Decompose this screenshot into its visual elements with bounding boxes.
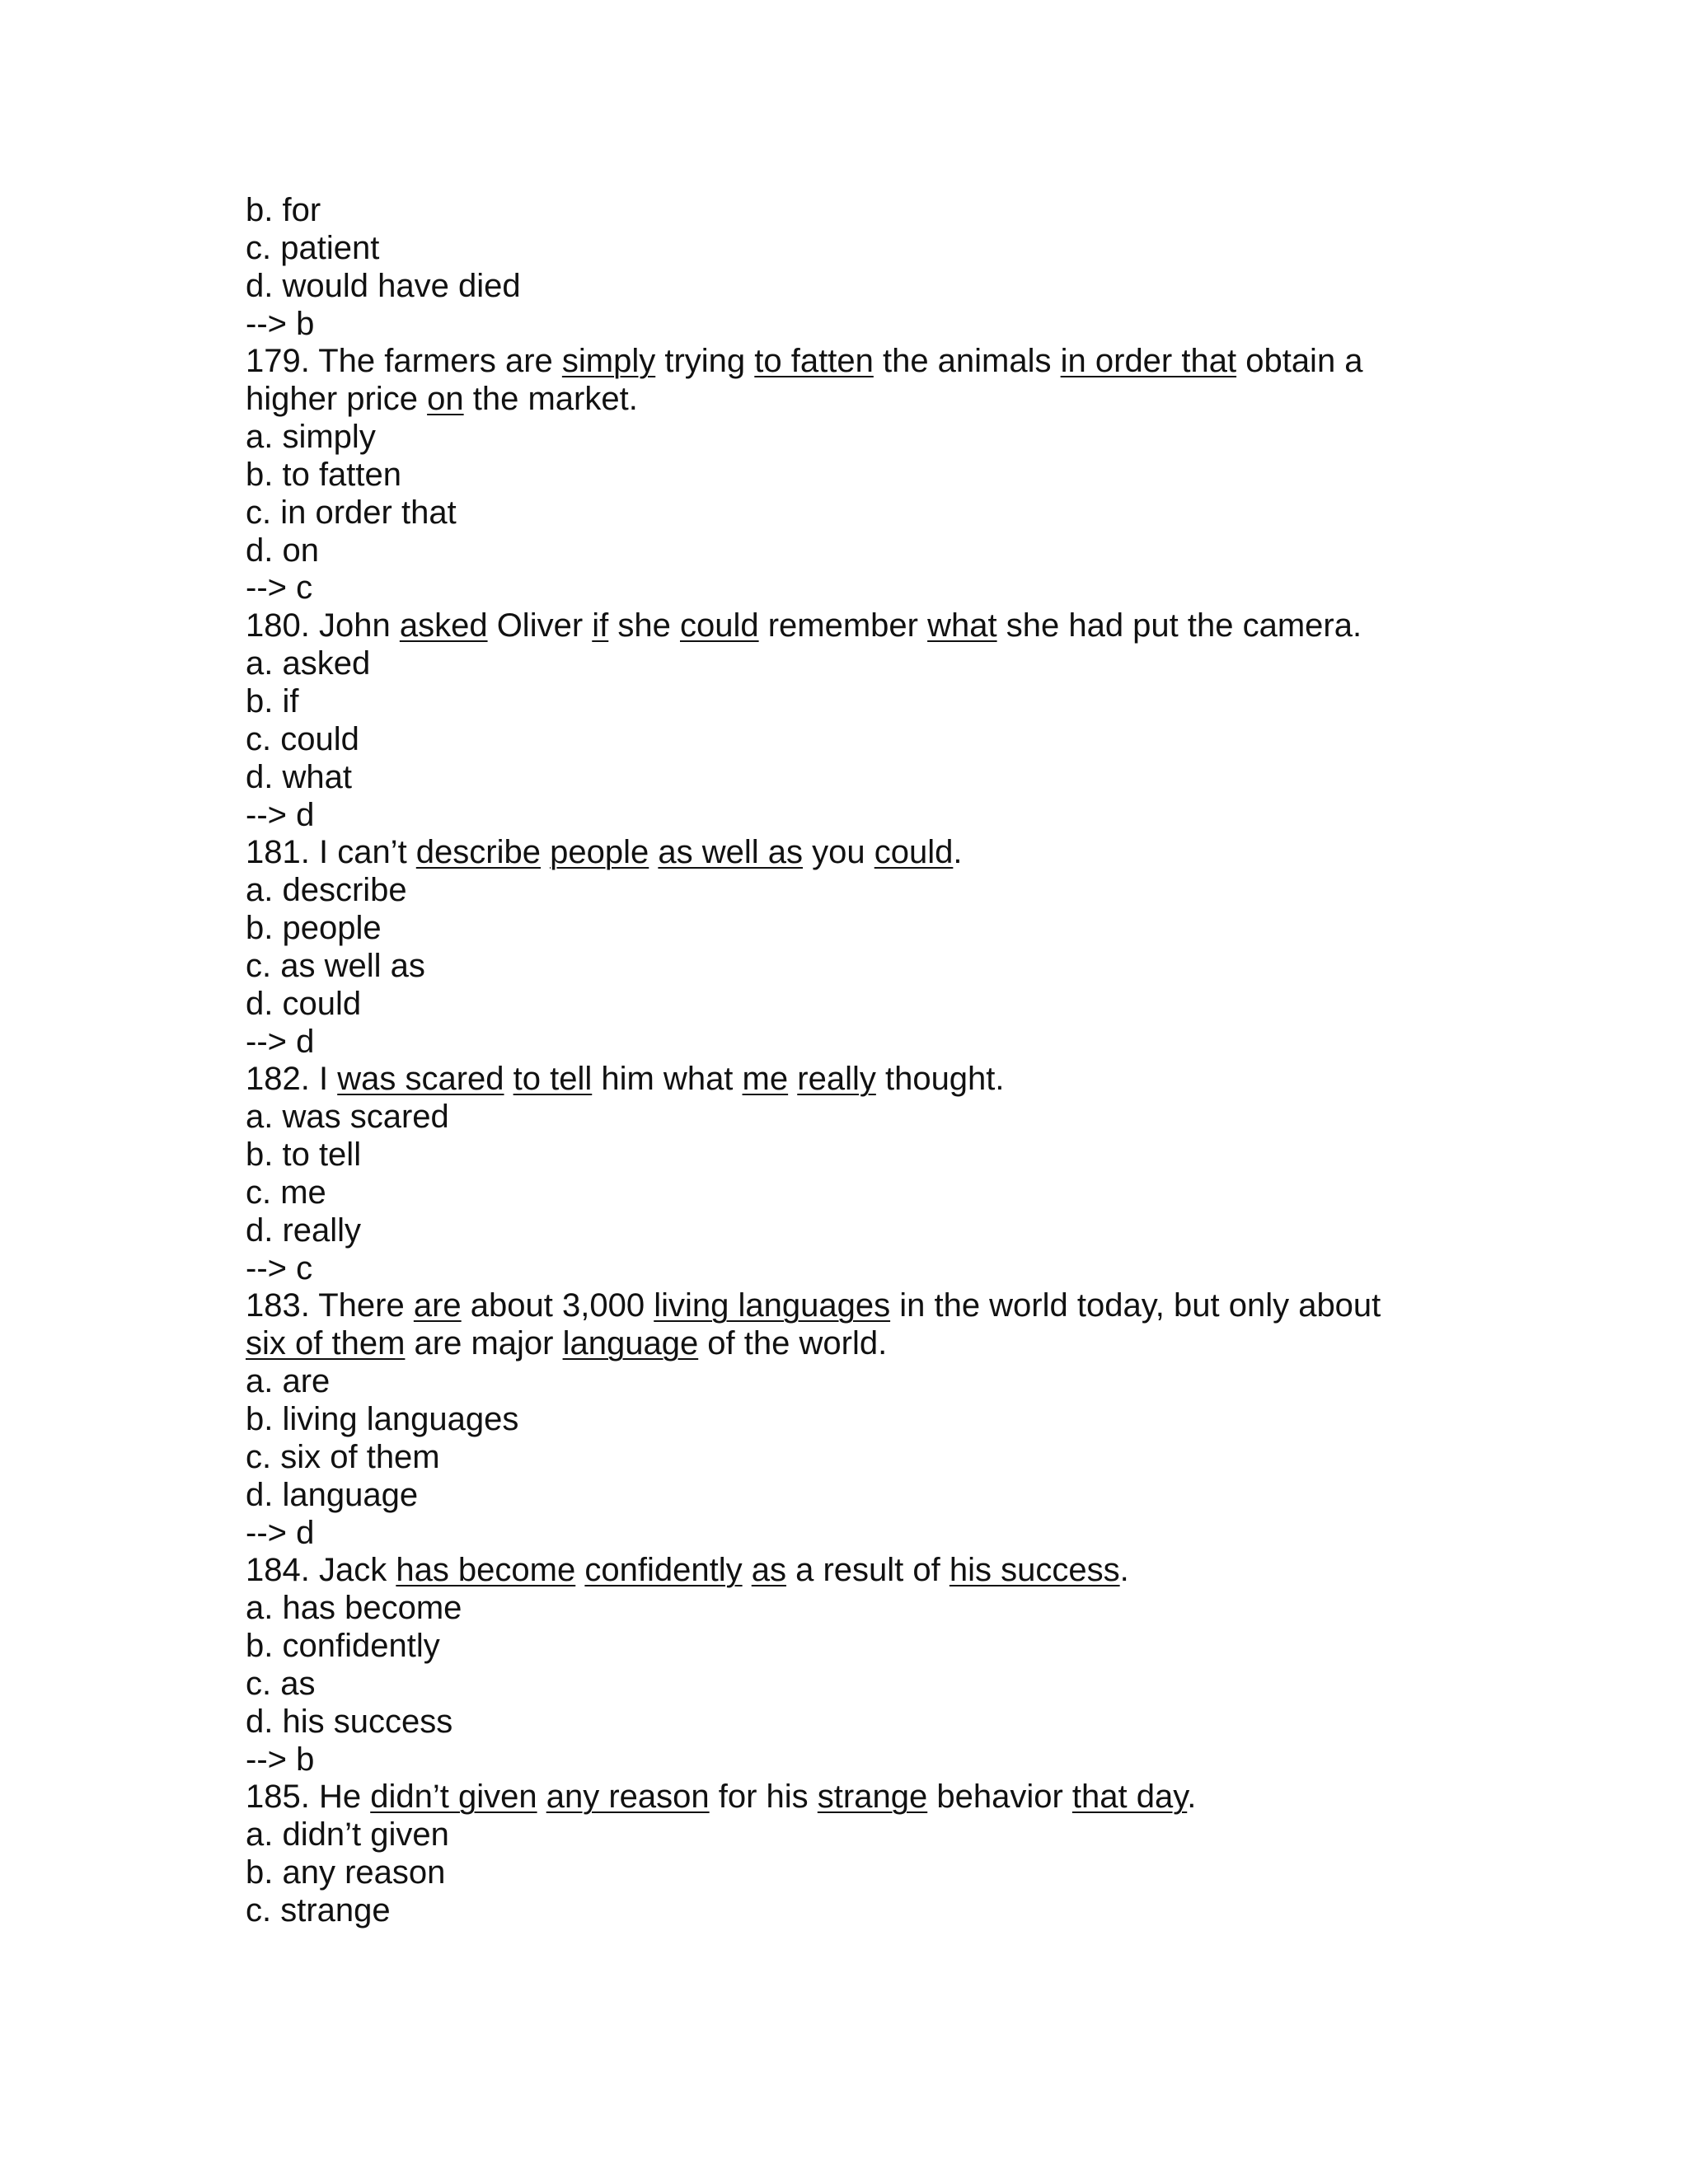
text-segment: d. what <box>246 758 352 795</box>
text-segment: the animals <box>873 343 1061 380</box>
underlined-segment: to fatten <box>754 343 874 380</box>
text-segment: remember <box>758 607 928 644</box>
underlined-segment: strange <box>817 1779 928 1816</box>
text-segment: --> b <box>246 1741 315 1778</box>
option-line <box>246 230 1441 268</box>
option-line <box>246 419 1441 457</box>
underlined-segment: what <box>927 607 997 644</box>
question-line <box>246 834 1441 872</box>
text-segment: 184. Jack <box>246 1552 396 1589</box>
option-line <box>246 1854 1441 1892</box>
text-segment: . <box>1119 1552 1129 1589</box>
option-line <box>246 1477 1441 1515</box>
underlined-segment: asked <box>399 607 488 644</box>
text-segment: you <box>803 834 874 871</box>
text-segment: c. could <box>246 720 359 757</box>
text-segment: a. didn’t given <box>246 1816 449 1854</box>
text-segment: b. people <box>246 910 382 947</box>
text-segment: --> d <box>246 796 315 833</box>
text-segment: the market. <box>463 381 638 418</box>
option-line <box>246 759 1441 797</box>
text-segment: c. patient <box>246 229 380 266</box>
underlined-segment: living languages <box>654 1287 891 1324</box>
text-segment: c. as well as <box>246 947 425 984</box>
text-segment: d. language <box>246 1476 419 1513</box>
text-segment: 179. The farmers are <box>246 343 562 380</box>
text-segment: b. if <box>246 682 299 719</box>
option-line <box>246 872 1441 910</box>
answer-line <box>246 797 1441 835</box>
option-line <box>246 457 1441 494</box>
text-segment: d. really <box>246 1212 362 1249</box>
text-segment: she had put the camera. <box>996 607 1362 644</box>
question-line <box>246 1552 1441 1590</box>
text-segment: c. strange <box>246 1891 391 1929</box>
question-line <box>246 1061 1441 1099</box>
text-segment: 185. He <box>246 1779 371 1816</box>
option-line <box>246 1892 1441 1930</box>
text-segment: b. to fatten <box>246 456 402 493</box>
text-segment: b. to tell <box>246 1137 362 1174</box>
option-line <box>246 268 1441 306</box>
text-segment: Oliver <box>487 607 593 644</box>
text-segment: c. in order that <box>246 494 457 531</box>
option-line <box>246 192 1441 230</box>
underlined-segment: confidently <box>584 1552 743 1589</box>
answer-line <box>246 1741 1441 1779</box>
text-segment <box>537 1779 546 1815</box>
text-segment: a. describe <box>246 872 407 909</box>
text-segment: c. me <box>246 1174 326 1211</box>
underlined-segment: on <box>427 381 464 418</box>
option-line <box>246 1704 1441 1741</box>
text-segment: b. for <box>246 192 321 228</box>
text-segment: d. would have died <box>246 267 521 304</box>
option-line <box>246 1137 1441 1174</box>
text-segment: in the world today, but only about <box>890 1287 1381 1324</box>
text-segment: higher price <box>246 381 428 418</box>
option-line <box>246 683 1441 721</box>
option-line <box>246 494 1441 532</box>
text-segment: of the world. <box>698 1325 888 1362</box>
text-segment: d. could <box>246 985 362 1022</box>
text-segment: a. simply <box>246 419 376 456</box>
text-segment: she <box>608 607 680 644</box>
option-line <box>246 948 1441 986</box>
underlined-segment: could <box>679 607 759 644</box>
underlined-segment: as <box>751 1552 786 1589</box>
option-line <box>246 1628 1441 1666</box>
underlined-segment: language <box>562 1325 699 1362</box>
text-segment: --> c <box>246 569 313 607</box>
text-segment: 181. I can’t <box>246 834 416 871</box>
text-segment: 180. John <box>246 607 400 644</box>
underlined-segment: as well as <box>658 834 803 871</box>
option-line <box>246 1363 1441 1401</box>
text-segment: behavior <box>927 1779 1072 1816</box>
text-segment: b. any reason <box>246 1854 446 1891</box>
text-segment: a. asked <box>246 645 371 682</box>
option-line <box>246 1099 1441 1137</box>
option-line <box>246 532 1441 570</box>
text-segment <box>788 1061 797 1097</box>
underlined-segment: me <box>742 1061 789 1098</box>
underlined-segment: that day <box>1071 1779 1188 1816</box>
option-line <box>246 1666 1441 1704</box>
text-segment: him what <box>592 1061 743 1098</box>
option-line <box>246 1401 1441 1439</box>
text-segment <box>743 1552 752 1588</box>
option-line <box>246 645 1441 683</box>
text-segment: . <box>1187 1779 1197 1816</box>
question-line <box>246 1287 1441 1325</box>
question-line <box>246 1325 1441 1363</box>
answer-line <box>246 1515 1441 1553</box>
question-line <box>246 381 1441 419</box>
underlined-segment: simply <box>561 343 656 380</box>
text-segment: --> d <box>246 1514 315 1551</box>
option-line <box>246 1590 1441 1628</box>
text-segment: c. as <box>246 1665 316 1702</box>
underlined-segment: was scared <box>337 1061 504 1098</box>
text-segment <box>541 834 550 870</box>
text-segment: b. confidently <box>246 1628 440 1665</box>
text-segment: d. on <box>246 532 319 569</box>
text-segment <box>575 1552 584 1588</box>
answer-line <box>246 1024 1441 1062</box>
underlined-segment: are <box>413 1287 462 1324</box>
text-segment: a. was scared <box>246 1099 449 1136</box>
underlined-segment: any reason <box>546 1779 710 1816</box>
text-segment: a result of <box>785 1552 950 1589</box>
text-segment: --> d <box>246 1023 315 1060</box>
answer-line <box>246 1250 1441 1288</box>
underlined-segment: describe <box>415 834 541 871</box>
answer-line <box>246 569 1441 607</box>
underlined-segment: in order that <box>1060 343 1237 380</box>
answer-line <box>246 306 1441 344</box>
text-segment: d. his success <box>246 1703 453 1740</box>
underlined-segment: if <box>592 607 609 644</box>
question-line <box>246 343 1441 381</box>
underlined-segment: six of them <box>246 1325 406 1362</box>
text-segment: . <box>953 834 963 871</box>
text-segment: obtain a <box>1236 343 1363 380</box>
underlined-segment: really <box>797 1061 876 1098</box>
option-line <box>246 1174 1441 1212</box>
underlined-segment: to tell <box>513 1061 593 1098</box>
text-segment: 182. I <box>246 1061 338 1098</box>
option-line <box>246 1439 1441 1477</box>
text-segment: trying <box>655 343 755 380</box>
option-line <box>246 1212 1441 1250</box>
question-line <box>246 1779 1441 1816</box>
underlined-segment: people <box>550 834 649 871</box>
text-segment: thought. <box>875 1061 1005 1098</box>
option-line <box>246 1816 1441 1854</box>
underlined-segment: his success <box>949 1552 1120 1589</box>
text-segment: are major <box>405 1325 563 1362</box>
option-line <box>246 910 1441 948</box>
question-line <box>246 607 1441 645</box>
text-segment: for his <box>709 1779 818 1816</box>
text-segment <box>504 1061 513 1097</box>
text-segment: a. are <box>246 1363 331 1400</box>
underlined-segment: could <box>874 834 954 871</box>
text-segment: --> c <box>246 1249 313 1286</box>
underlined-segment: has become <box>396 1552 576 1589</box>
text-segment: b. living languages <box>246 1401 519 1437</box>
text-segment: a. has become <box>246 1590 462 1627</box>
text-segment: --> b <box>246 305 315 342</box>
text-segment <box>649 834 658 870</box>
option-line <box>246 721 1441 759</box>
text-segment: c. six of them <box>246 1438 440 1475</box>
underlined-segment: didn’t given <box>370 1779 537 1816</box>
document-body <box>246 192 1441 1930</box>
text-segment: 183. There <box>246 1287 414 1324</box>
text-segment: about 3,000 <box>461 1287 654 1324</box>
option-line <box>246 986 1441 1024</box>
